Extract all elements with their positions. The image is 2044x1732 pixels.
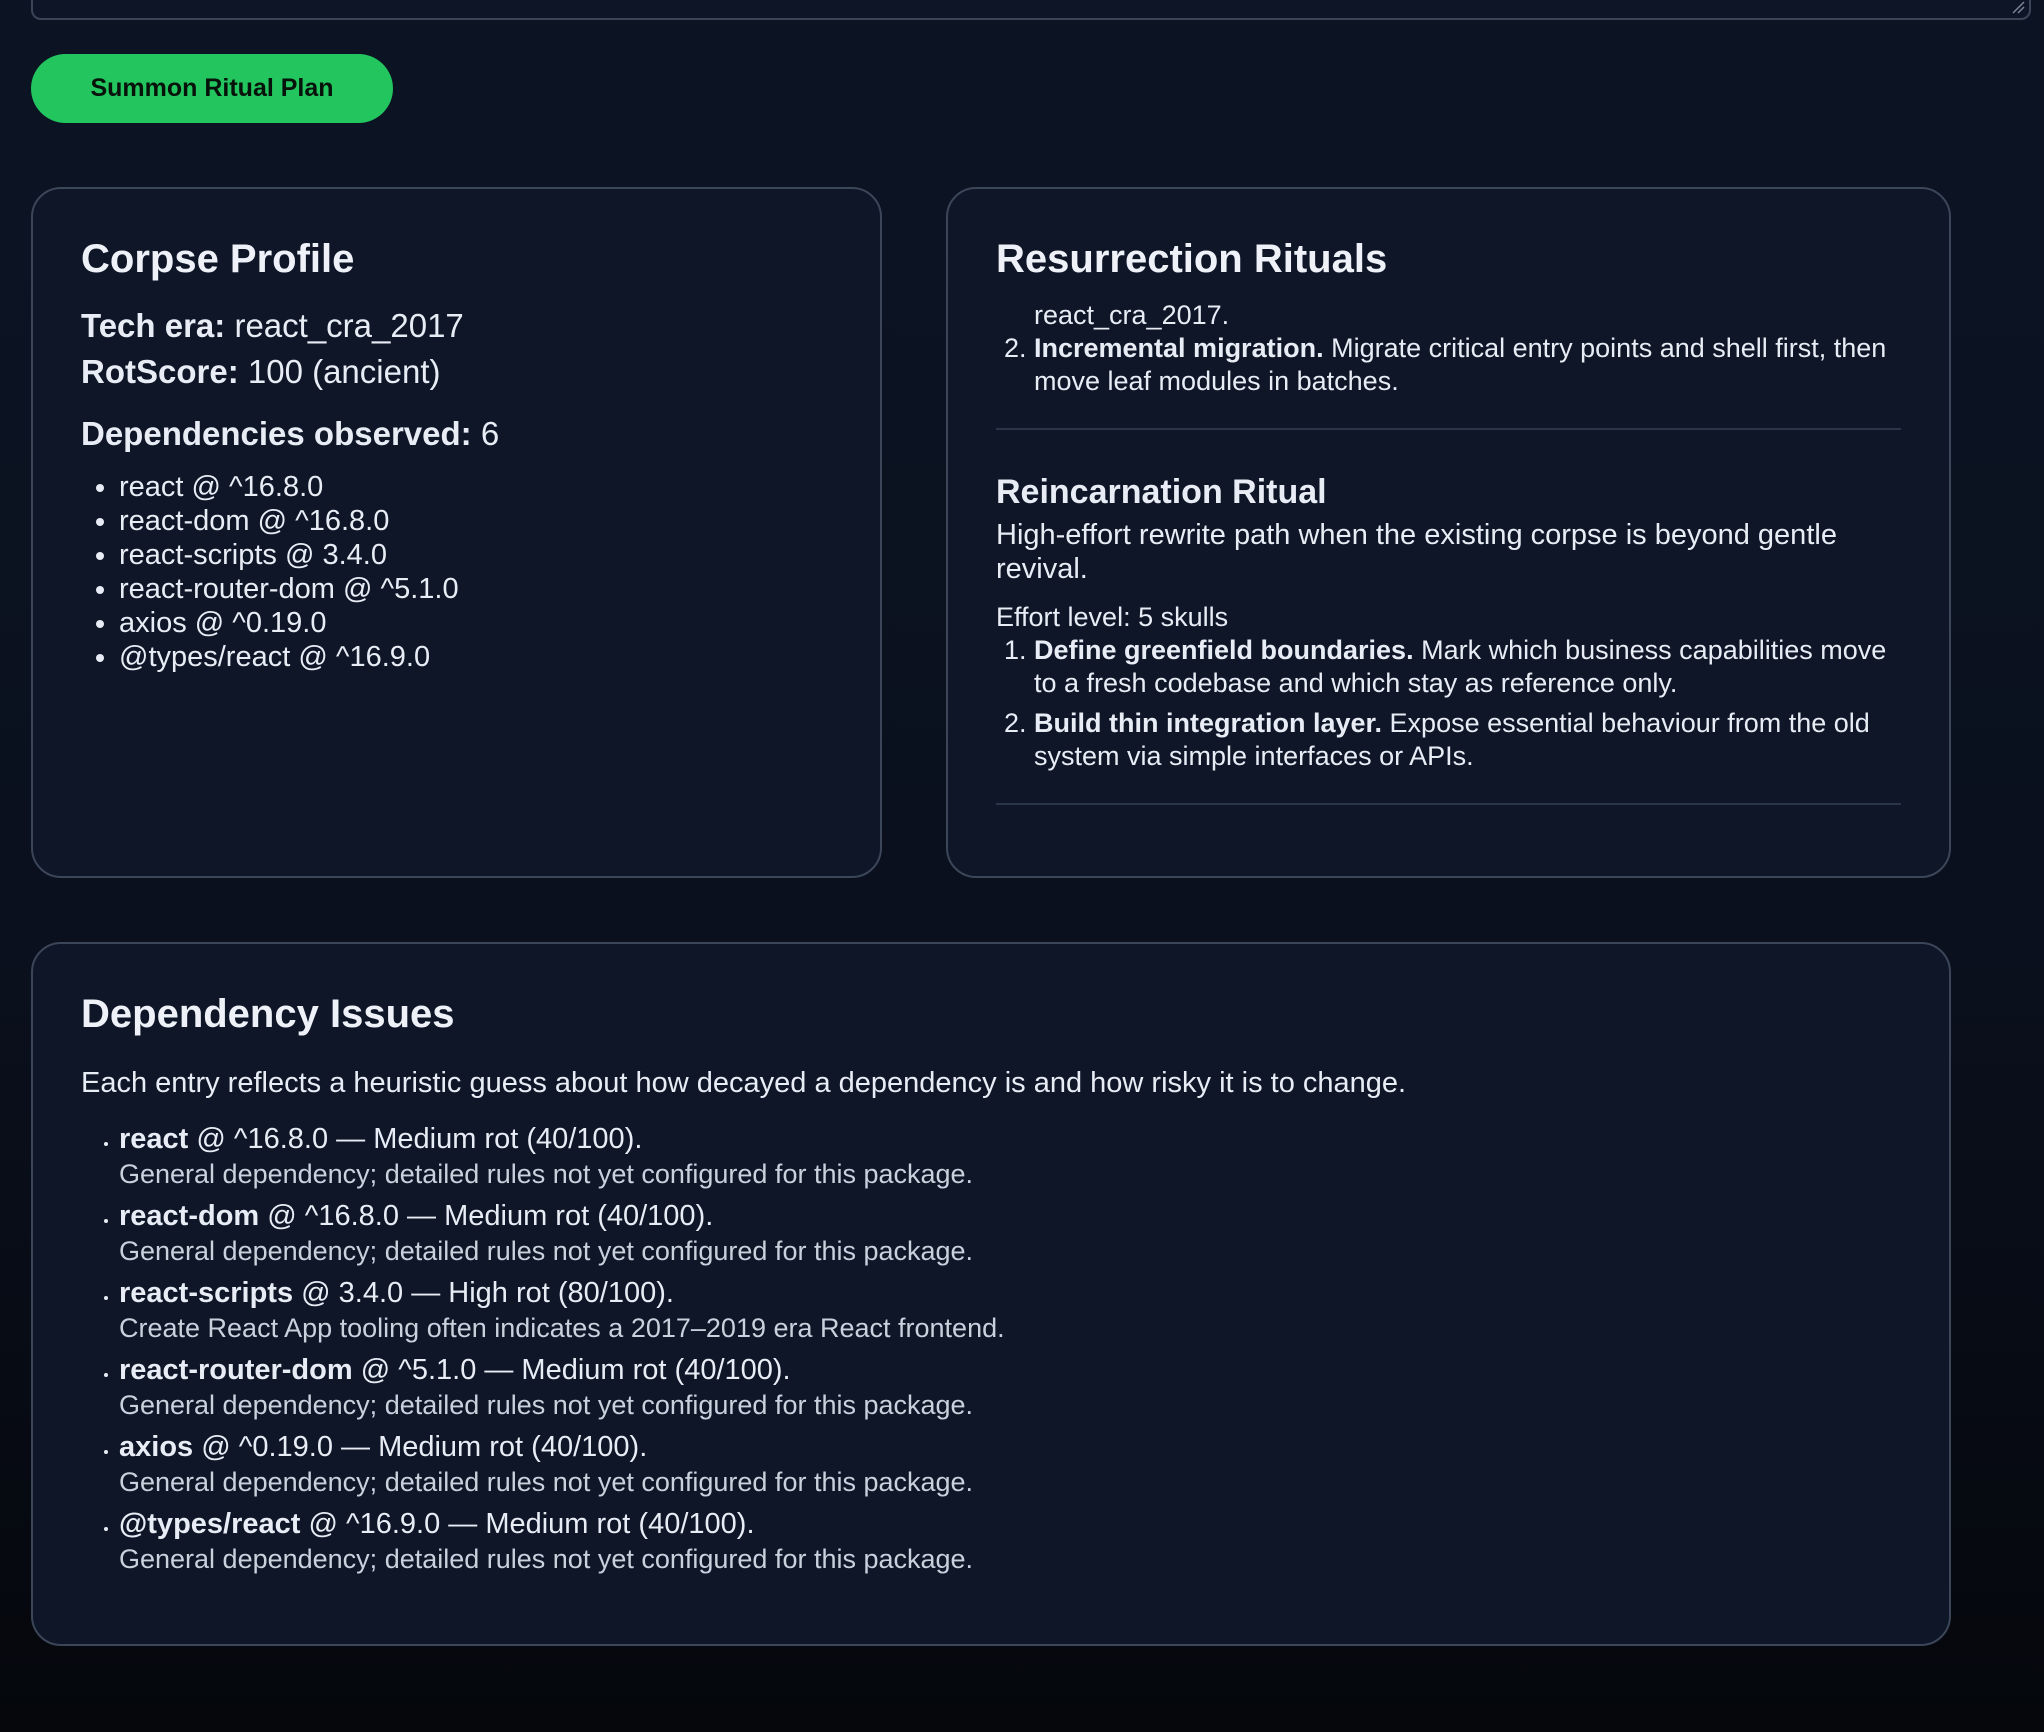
- dependency-item: • react-dom @ ^16.8.0: [119, 504, 832, 538]
- resurrection-rituals-title: Resurrection Rituals: [996, 237, 1388, 281]
- dependency-issue-item: [119, 1121, 1901, 1191]
- dependencies-observed-row: [81, 412, 832, 456]
- issue-note: Create React App tooling often indicates a 2017–2019 era React frontend.: [119, 1313, 1005, 1343]
- ritual-step: [1034, 332, 1901, 398]
- issue-summary: @ ^0.19.0 — Medium rot (40/100).: [193, 1431, 648, 1463]
- ritual-input-textarea[interactable]: [31, 0, 2031, 20]
- issue-note: General dependency; detailed rules not yet configured for this package.: [119, 1236, 974, 1266]
- issue-package-name: axios: [119, 1431, 194, 1463]
- dependency-issues-card: [31, 942, 1951, 1646]
- issue-summary: @ 3.4.0 — High rot (80/100).: [293, 1277, 674, 1309]
- issue-package-name: react-scripts: [119, 1277, 294, 1309]
- ritual-step-title: Build thin integration layer.: [1034, 708, 1383, 738]
- dependencies-observed-count: 6: [480, 415, 500, 452]
- issue-note: General dependency; detailed rules not yet configured for this package.: [119, 1159, 974, 1189]
- dependency-issue-item: [119, 1506, 1901, 1576]
- section-divider: [996, 428, 1901, 430]
- dependency-issues-intro: Each entry reflects a heuristic guess about how decayed a dependency is and how risky it is to change.: [81, 1067, 1407, 1099]
- dependency-issue-list: [81, 1121, 1901, 1576]
- reincarnation-ritual-title: Reincarnation Ritual: [996, 473, 1327, 511]
- dependency-issue-item: [119, 1275, 1901, 1345]
- ritual-step-title: Incremental migration.: [1034, 333, 1324, 363]
- dependency-item: • @types/react @ ^16.9.0: [119, 640, 832, 674]
- issue-summary: @ ^5.1.0 — Medium rot (40/100).: [352, 1354, 791, 1386]
- issue-package-name: @types/react: [119, 1508, 301, 1540]
- dependencies-observed-label: Dependencies observed:: [81, 415, 472, 452]
- issue-package-name: react-router-dom: [119, 1354, 353, 1386]
- issue-note: General dependency; detailed rules not yet configured for this package.: [119, 1544, 974, 1574]
- dependency-issue-item: [119, 1429, 1901, 1499]
- dependency-issue-item: [119, 1352, 1901, 1422]
- ritual-step: [1034, 707, 1901, 773]
- issue-note: General dependency; detailed rules not yet configured for this package.: [119, 1467, 974, 1497]
- resize-handle-icon[interactable]: [2009, 0, 2025, 14]
- reincarnation-steps-list: [996, 634, 1901, 773]
- dependency-item: • react-scripts @ 3.4.0: [119, 538, 832, 572]
- issue-note: General dependency; detailed rules not yet configured for this package.: [119, 1390, 974, 1420]
- dependency-issue-item: [119, 1198, 1901, 1268]
- dependency-item: • react-router-dom @ ^5.1.0: [119, 572, 832, 606]
- rotscore-value: 100 (ancient): [247, 353, 441, 390]
- ritual-step-text: Migrate critical entry points and shell first, then move leaf modules in batches.: [1034, 333, 1887, 396]
- ritual-step-fragment: react_cra_2017.: [1034, 300, 1230, 330]
- ritual-step-title: Define greenfield boundaries.: [1034, 635, 1414, 665]
- issue-package-name: react: [119, 1123, 189, 1155]
- summon-ritual-plan-button[interactable]: Summon Ritual Plan: [31, 54, 393, 123]
- dependency-item: • react @ ^16.8.0: [119, 470, 832, 504]
- ritual-step-text: Mark which business capabilities move to a fresh codebase and which stay as reference only.: [1034, 635, 1887, 698]
- tech-era-value: react_cra_2017: [234, 307, 464, 344]
- corpse-profile-card: [31, 187, 882, 878]
- rotscore-label: RotScore:: [81, 353, 239, 390]
- resurrection-rituals-card: [946, 187, 1951, 878]
- issue-package-name: react-dom: [119, 1200, 260, 1232]
- ritual-step-text: Expose essential behaviour from the old system via simple interfaces or APIs.: [1034, 708, 1870, 771]
- dependency-item: • axios @ ^0.19.0: [119, 606, 832, 640]
- issue-summary: @ ^16.8.0 — Medium rot (40/100).: [259, 1200, 714, 1232]
- section-divider: [996, 803, 1901, 805]
- issue-summary: @ ^16.9.0 — Medium rot (40/100).: [300, 1508, 755, 1540]
- corpse-profile-title: Corpse Profile: [81, 237, 355, 281]
- issue-summary: @ ^16.8.0 — Medium rot (40/100).: [188, 1123, 643, 1155]
- ritual-step: [1034, 634, 1901, 700]
- dependency-list: [81, 470, 832, 674]
- effort-level: Effort level: 5 skulls: [996, 602, 1229, 632]
- reincarnation-description: High-effort rewrite path when the existing corpse is beyond gentle revival.: [996, 519, 1837, 585]
- resurrection-steps-list: [996, 332, 1901, 398]
- rotscore-row: [81, 350, 832, 394]
- tech-era-label: Tech era:: [81, 307, 226, 344]
- dependency-issues-title: Dependency Issues: [81, 992, 455, 1036]
- tech-era-row: [81, 304, 832, 348]
